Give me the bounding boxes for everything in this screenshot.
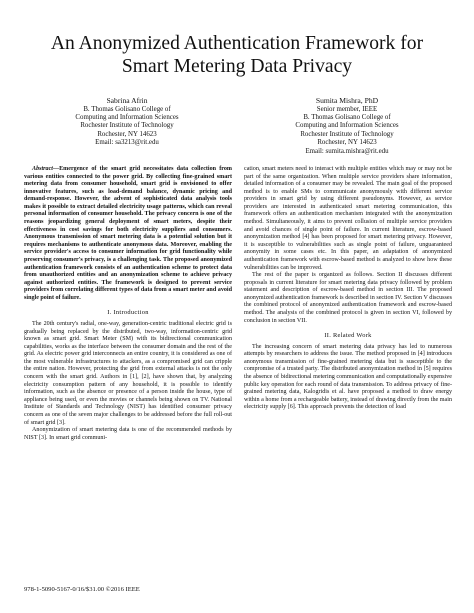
intro-paragraph-continued: cation, smart meters need to interact with multiple entities which may or may not be part of the same organization. When multiple service providers share information, detailed information of a consumer may be revealed. The main goal of the proposed method is to enable SMs to communicate anonymously with different service providers in smart grid by using different pseudonyms. However, as service providers are interested in authenticated smart metering communication, this framework offers an authentication mechanism integrated with the anonymization method. Simultaneously, it aims to prevent collusion of multiple service providers and avoid chances of single point of failure. In current literature, escrow-based anonymization method [4] has been proposed for smart metering privacy. However, it is susceptible to vulnerabilities such as single point of failure, unguaranteed anonymity in some cases etc. In this paper, an adaptation of anonymized authentication framework with escrow-based method is analyzed to show how these vulnerabilities can be improved. <box>244 166 452 271</box>
section-heading-related-work: II. Related Work <box>324 332 372 340</box>
related-work-paragraph: The increasing concern of smart metering data privacy has led to numerous attempts by researchers to address the issue. The method proposed in [4] introduces anonymous transmission of fine-grained metering data but is susceptible to the compromise of a trusted party. The distributed anonymization method in [5] requires the absence of bidirectional metering communication and computationally expensive public key operation for each round of data transmission. To address privacy of fine-grained metering data, Kalogridis et al. have proposed a method to draw energy within a home from a rechargeable battery, instead of drawing directly from the main electricity supply [6]. This approach prevents the detection of load <box>244 343 452 411</box>
author-1 <box>12 96 242 148</box>
paper-title <box>0 32 474 78</box>
author-1-name: Sabrina Afrin <box>106 96 148 105</box>
author-2-email: Email: sumita.mishra@rit.edu <box>305 147 389 155</box>
section-heading-introduction: I. Introduction <box>107 309 149 317</box>
intro-paragraph: The rest of the paper is organized as follows. Section II discusses different proposals in current literature for smart metering data privacy followed by problem statement and description of escrow-based method in section III. The proposed anonymized authentication framework is described in section IV. Section V discusses the combined protocol of anonymized authentication framework and escrow-based method. The analysis of the combined protocol is given in section VI, followed by conclusion in section VII. <box>244 272 452 324</box>
author-1-affiliation: B. Thomas Golisano College of <box>83 105 171 113</box>
copyright-footer: 978-1-5090-5167-0/16/$31.00 ©2016 IEEE <box>24 586 140 593</box>
abstract-text: —Emergence of the smart grid necessitates data collection from various entities connected to the power grid. By collecting fine-grained smart metering data from consumer household, smart grid is envisioned to offer innovative features, such as load-demand balance, dynamic pricing and demand-response. However, the advent of sophisticated data analysis tools makes it possible to extract detailed electricity usage patterns, which can reveal personal information of consumer household. The privacy concern is one of the reasons jeopardizing general deployment of smart meters, despite their effectiveness in cost savings for both electricity suppliers and consumers. Anonymous transmission of smart metering data is a potential solution but it requires mechanisms to authenticate anonymous data. Moreover, enabling the service provider's access to consumer information for grid functionality while preserving consumer's privacy, is a challenging task. The proposed anonymized authentication framework consists of an authentication scheme to protect data from unauthorized entities and an anonymization scheme to achieve privacy against authorized entities. The framework is designed to prevent service providers from correlating different types of data from a smart meter and avoid single point of failure. <box>24 166 232 301</box>
author-2-membership: Senior member, IEEE <box>316 105 378 113</box>
author-2-location: Rochester, NY 14623 <box>317 139 377 147</box>
author-2-affiliation: Computing and Information Sciences <box>295 122 399 130</box>
intro-paragraph: Anonymization of smart metering data is one of the recommended methods by NIST [3]. In smart grid communi- <box>24 427 232 441</box>
title-line-2: Smart Metering Data Privacy <box>121 56 353 77</box>
author-2-name: Sumita Mishra, PhD <box>315 96 379 105</box>
right-column <box>244 166 452 412</box>
author-1-email: Email: sa3213@rit.edu <box>95 139 159 147</box>
title-line-1: An Anonymized Authentication Framework for <box>50 33 424 54</box>
intro-paragraph: The 20th century's radial, one-way, generation-centric traditional electric grid is gradually being replaced by the distributed, two-way, information-centric grid known as smart grid. Smart Meter (SM) with its bidirectional communication capabilities, works as the interface between the consumer domain and the rest of the grid. As electric power grid interconnects an entire country, it is considered as one of the most vulnerable infrastructures to attackers, as a compromised grid can cripple the entire nation. However, protecting the grid from external attacks is not the only concern with the smart grid. Authors in [1], [2], have shown that, by analyzing electricity consumption pattern of any household, it is possible to identify information, such as the absence or presence of a person inside the house, type of appliance being used, or even the movies or channels being shown on TV. National Institute of Standards and Technology (NIST) has identified consumer privacy concern as one of the seven major challenges to be addressed before the full roll-out of smart grid [3]. <box>24 320 232 426</box>
author-2-affiliation: B. Thomas Golisano College of <box>303 113 391 121</box>
author-2 <box>232 96 462 156</box>
left-column <box>24 166 232 442</box>
abstract <box>24 166 232 302</box>
author-1-location: Rochester, NY 14623 <box>97 130 157 138</box>
abstract-lead: Abstract <box>32 166 53 172</box>
author-2-institute: Rochester Institute of Technology <box>300 130 394 138</box>
author-1-affiliation: Computing and Information Sciences <box>75 113 179 121</box>
author-1-institute: Rochester Institute of Technology <box>80 122 174 130</box>
